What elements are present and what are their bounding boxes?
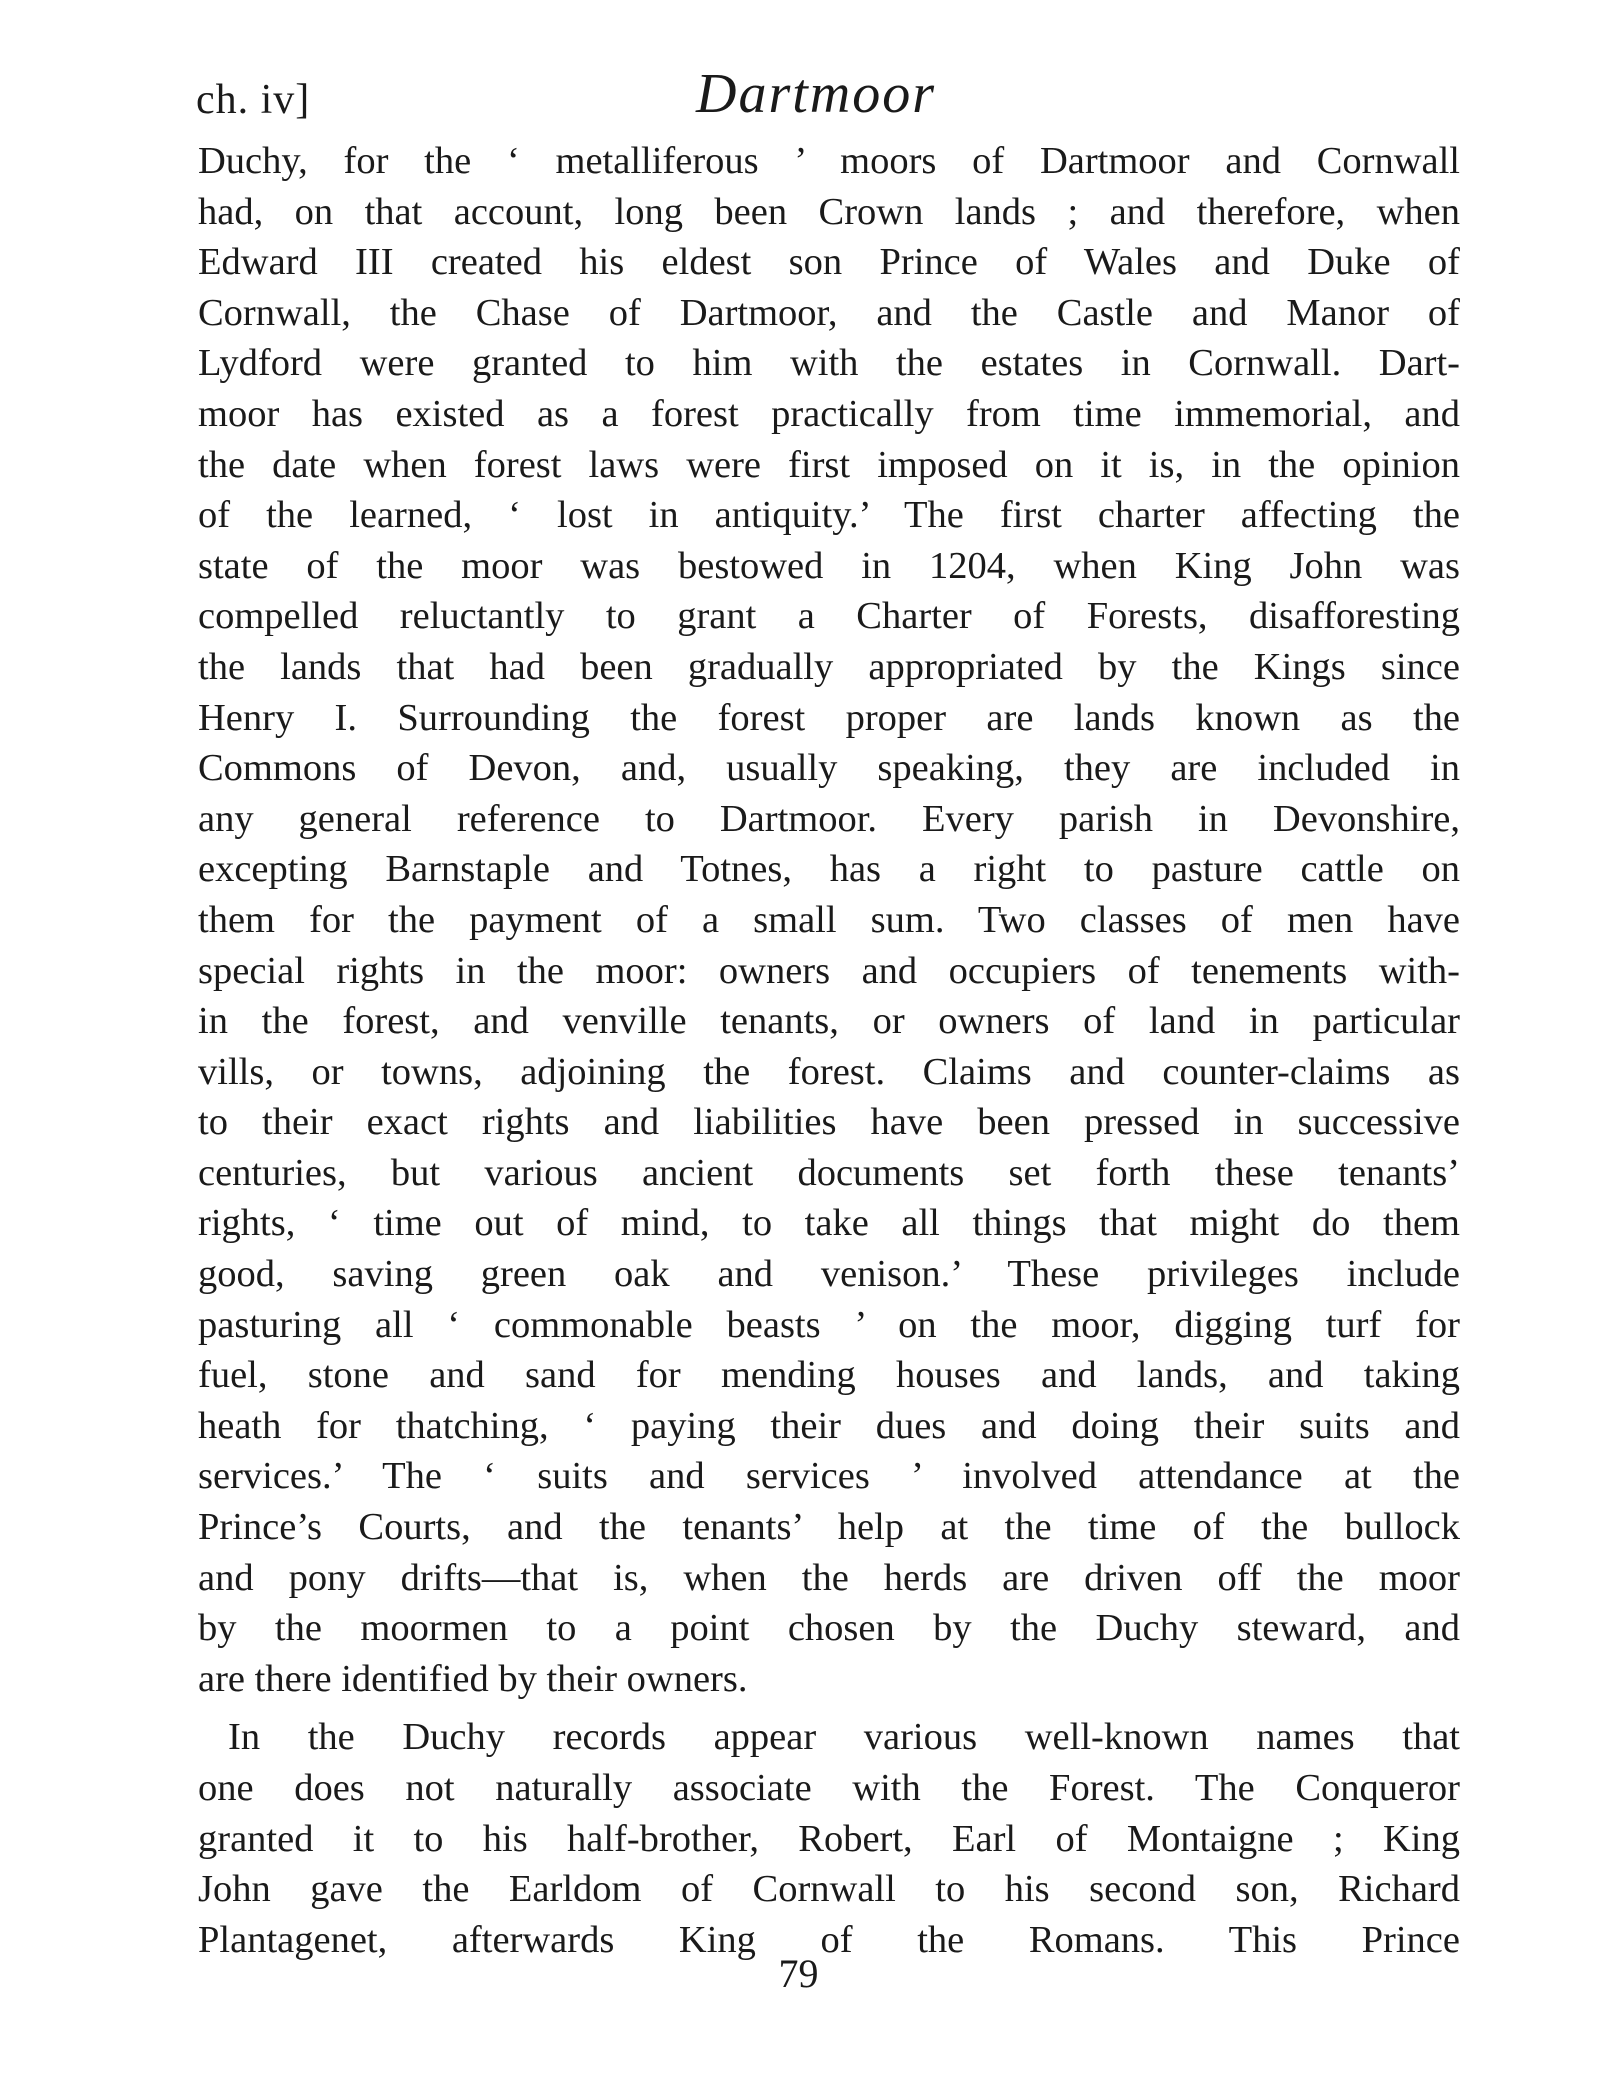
text-line: moor has existed as a forest practically from time immemorial, and	[198, 392, 1460, 435]
text-line: special rights in the moor: owners and occupiers of tenements with-	[198, 949, 1460, 992]
text-line: Duchy, for the ‘ metalliferous ’ moors of Dartmoor and Cornwall	[198, 140, 1460, 182]
text-line: rights, ‘ time out of mind, to take all things that might do them	[198, 1202, 1460, 1245]
text-line: Cornwall, the Chase of Dartmoor, and the Castle and Manor of	[198, 291, 1460, 334]
text-line: compelled reluctantly to grant a Charter of Forests, disafforesting	[198, 595, 1460, 638]
text-line: Lydford were granted to him with the estates in Cornwall. Dart-	[198, 342, 1460, 385]
text-line: vills, or towns, adjoining the forest. Claims and counter-claims as	[198, 1050, 1460, 1093]
text-line: to their exact rights and liabilities have been pressed in successive	[198, 1101, 1460, 1144]
text-line: John gave the Earldom of Cornwall to his second son, Richard	[198, 1868, 1460, 1911]
text-line: Prince’s Courts, and the tenants’ help at the time of the bullock	[198, 1506, 1460, 1549]
text-line: are there identified by their owners.	[198, 1657, 748, 1700]
paragraph-gap	[198, 1704, 1460, 1712]
text-line: services.’ The ‘ suits and services ’ involved attendance at the	[198, 1455, 1460, 1498]
page-number: 79	[778, 1951, 819, 1996]
text-line: heath for thatching, ‘ paying their dues and doing their suits and	[198, 1404, 1460, 1447]
text-line: In the Duchy records appear various well-known names that	[228, 1716, 1460, 1759]
text-line: fuel, stone and sand for mending houses and lands, and taking	[198, 1354, 1460, 1397]
text-line: pasturing all ‘ commonable beasts ’ on the moor, digging turf for	[198, 1303, 1460, 1346]
text-line: good, saving green oak and venison.’ These privileges include	[198, 1253, 1460, 1296]
paragraph	[198, 136, 1460, 1704]
text-line: centuries, but various ancient documents set forth these tenants’	[198, 1151, 1460, 1194]
text-line: them for the payment of a small sum. Two classes of men have	[198, 898, 1460, 941]
text-line: had, on that account, long been Crown lands ; and therefore, when	[198, 190, 1460, 233]
running-title: Dartmoor	[696, 63, 937, 125]
paragraph	[198, 1712, 1460, 1965]
text-line: Commons of Devon, and, usually speaking, they are included in	[198, 747, 1460, 790]
text-line: excepting Barnstaple and Totnes, has a right to pasture cattle on	[198, 848, 1460, 891]
text-line: the lands that had been gradually appropriated by the Kings since	[198, 645, 1460, 688]
chapter-marker: ch. iv]	[196, 77, 311, 123]
text-line: one does not naturally associate with the Forest. The Conqueror	[198, 1767, 1460, 1809]
text-line: Henry I. Surrounding the forest proper are lands known as the	[198, 696, 1460, 739]
body-text	[198, 136, 1460, 1965]
running-header	[196, 62, 1458, 142]
text-line: the date when forest laws were first imposed on it is, in the opinion	[198, 443, 1460, 486]
text-line: any general reference to Dartmoor. Every parish in Devonshire,	[198, 797, 1460, 840]
text-line: state of the moor was bestowed in 1204, when King John was	[198, 544, 1460, 587]
text-line: by the moormen to a point chosen by the Duchy steward, and	[198, 1607, 1460, 1650]
text-line: and pony drifts—that is, when the herds are driven off the moor	[198, 1556, 1460, 1599]
text-line: Plantagenet, afterwards King of the Romans. This Prince	[198, 1918, 1460, 1961]
text-line: of the learned, ‘ lost in antiquity.’ The first charter affecting the	[198, 494, 1460, 537]
text-line: granted it to his half-brother, Robert, Earl of Montaigne ; King	[198, 1817, 1460, 1860]
text-line: Edward III created his eldest son Prince of Wales and Duke of	[198, 241, 1460, 284]
text-line: in the forest, and venville tenants, or owners of land in particular	[198, 1000, 1460, 1043]
